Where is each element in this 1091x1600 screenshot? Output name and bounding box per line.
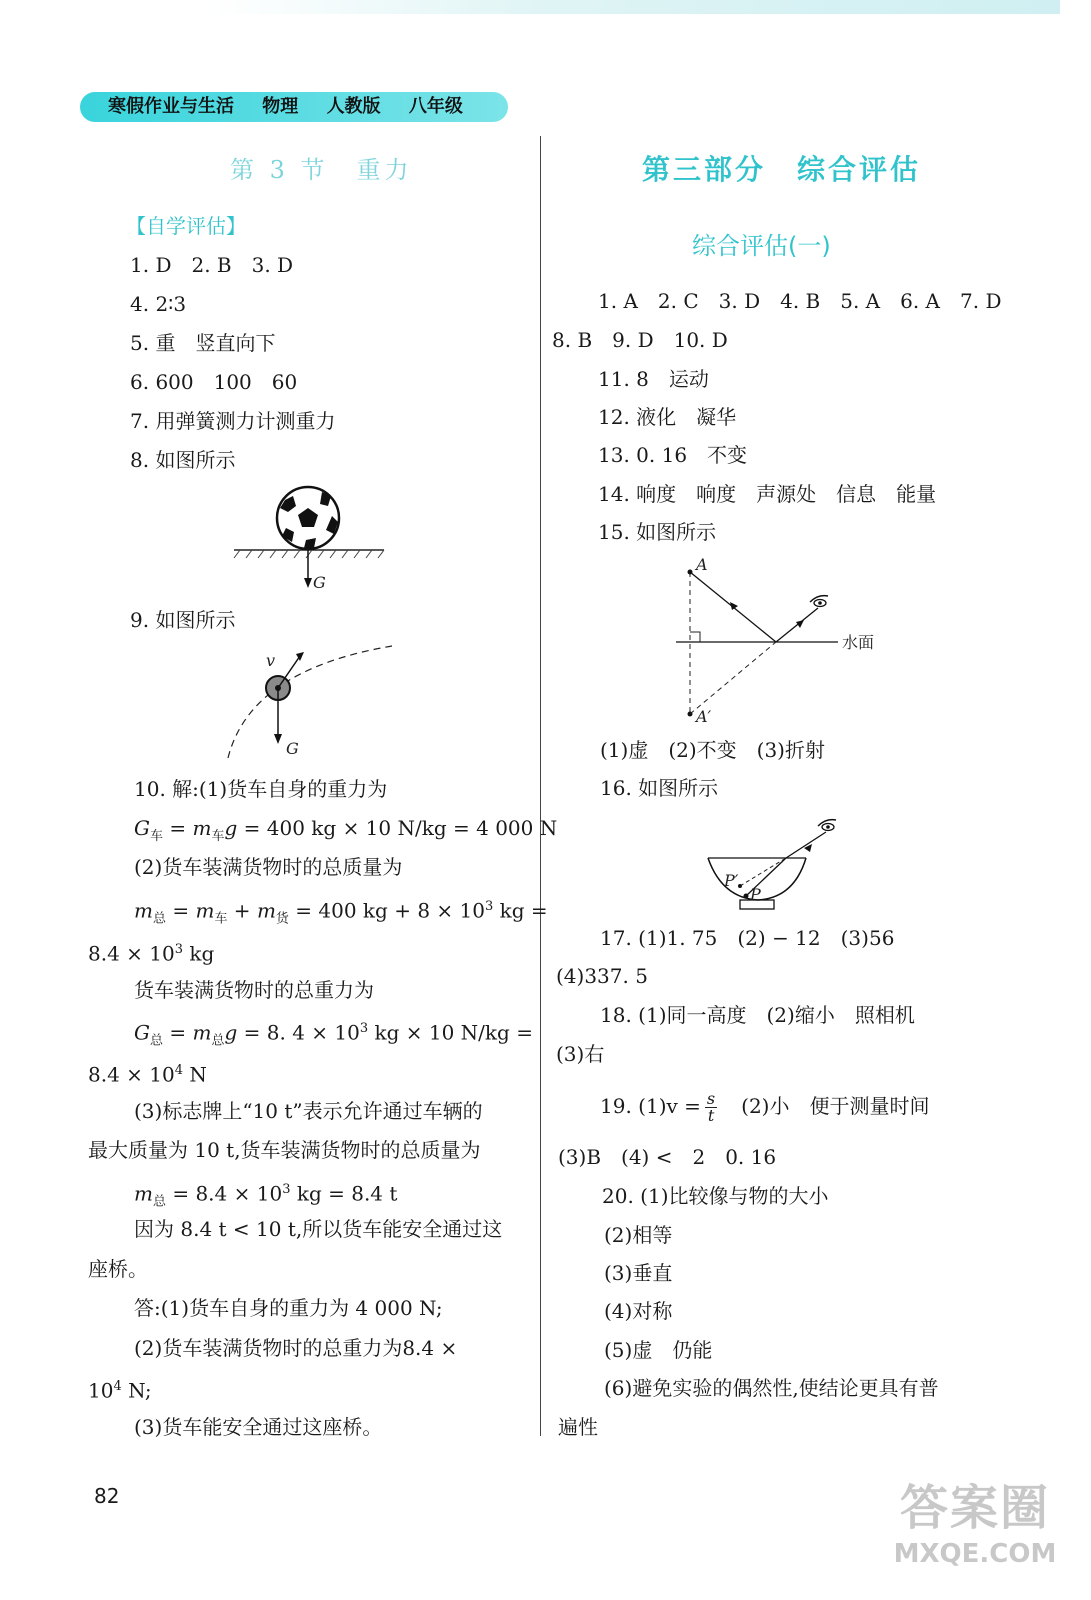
answer-statement: (2)货车装满货物时的总重力为8.4 × [134, 1336, 458, 1360]
answer-line: (3)B (4) < 2 0. 16 [558, 1145, 777, 1169]
answer-line: 18. (1)同一高度 (2)缩小 照相机 [600, 1003, 915, 1027]
figure-bowl-refraction [700, 812, 860, 918]
speed-fraction [705, 1091, 717, 1124]
part-title: 第三部分 综合评估 [642, 153, 922, 186]
edition: 人教版 [326, 96, 381, 117]
answer-line: (3)垂直 [604, 1261, 673, 1285]
answer-line: 13. 0. 16 不变 [598, 443, 748, 467]
answer-line: (1)虚 (2)不变 (3)折射 [600, 738, 825, 762]
figure-projectile-gravity [220, 640, 400, 765]
answer-line-q19 [600, 1086, 929, 1126]
answer-line: (3)右 [556, 1042, 605, 1066]
solution-line: 因为 8.4 t < 10 t,所以货车能安全通过这 [134, 1217, 503, 1241]
subject: 物理 [262, 96, 299, 117]
fraction-denominator: t [707, 1106, 715, 1125]
section-title: 第 3 节 重力 [230, 156, 413, 184]
grade: 八年级 [408, 96, 463, 117]
assessment-title: 综合评估(一) [692, 232, 831, 260]
point-a-label: A [696, 556, 708, 574]
watermark-logo [890, 1478, 1060, 1588]
answer-statement: $10^4$ N; [88, 1378, 152, 1403]
top-decoration-bar [210, 0, 1060, 14]
column-divider [540, 136, 541, 1436]
gravity-label-g: G [286, 739, 299, 758]
answer-line: 1. D 2. B 3. D [130, 253, 294, 277]
solution-line: 10. 解:(1)货车自身的重力为 [134, 777, 388, 801]
object-point-p-label: P [750, 885, 761, 904]
answer-line: 15. 如图所示 [598, 520, 717, 544]
header-banner [80, 92, 508, 122]
water-surface-label: 水面 [842, 633, 875, 652]
answer-line: 12. 液化 凝华 [598, 405, 737, 429]
figure-soccer-ball-gravity [230, 482, 390, 594]
solution-line: 最大质量为 10 t,货车装满货物时的总质量为 [88, 1138, 481, 1162]
solution-formula: $m_总 = 8.4 \times 10^3$ kg = 8.4 t [134, 1181, 398, 1210]
answer-line: 17. (1)1. 75 (2) − 12 (3)56 [600, 926, 895, 950]
answer-line: (4)对称 [604, 1299, 673, 1323]
answer-line: 8. B 9. D 10. D [552, 328, 728, 352]
solution-formula: $8.4 \times 10^4$ N [88, 1062, 207, 1087]
figure-water-reflection [668, 556, 898, 728]
watermark-top: 答案圈 [899, 1480, 1050, 1536]
gravity-label-g: G [313, 573, 326, 592]
answer-line: 4. 2∶3 [130, 292, 187, 316]
solution-line: (2)货车装满货物时的总质量为 [134, 855, 403, 879]
solution-line: 货车装满货物时的总重力为 [134, 978, 374, 1002]
self-study-tag: 【自学评估】 [126, 214, 246, 238]
solution-line: 座桥。 [88, 1257, 148, 1281]
page-number: 82 [94, 1484, 120, 1508]
answer-line: (4)337. 5 [556, 964, 648, 988]
velocity-label-v: v [266, 651, 276, 670]
solution-formula: $m_总 = m_车 + m_货 = 400$ kg + $8 \times 10^3$ kg = [134, 898, 548, 927]
answer-line: (6)避免实验的偶然性,使结论更具有普 [604, 1376, 939, 1400]
point-a-prime-label: A′ [696, 707, 712, 726]
answer-line: 14. 响度 响度 声源处 信息 能量 [598, 482, 937, 506]
answer-line: 1. A 2. C 3. D 4. B 5. A 6. A 7. D [598, 289, 1002, 313]
answer-line: 8. 如图所示 [130, 448, 236, 472]
answer-statement: (3)货车能安全通过这座桥。 [134, 1415, 383, 1439]
watermark-bottom: MXQE.COM [893, 1539, 1057, 1569]
answer-line: (2)相等 [604, 1223, 673, 1247]
q19-suffix: (2)小 便于测量时间 [741, 1094, 930, 1118]
solution-line: (3)标志牌上“10 t”表示允许通过车辆的 [134, 1099, 483, 1123]
book-title: 寒假作业与生活 [108, 96, 234, 117]
solution-formula: $8.4 \times 10^3$ kg [88, 941, 215, 966]
answer-line: 遍性 [558, 1415, 598, 1439]
answer-line: 16. 如图所示 [600, 776, 719, 800]
image-point-p-prime-label: P′ [724, 871, 739, 890]
solution-formula: $G_总 = m_总g = 8$. $4 \times 10^3$ kg × 10 N/kg = [134, 1020, 533, 1049]
answer-line: 20. (1)比较像与物的大小 [602, 1184, 829, 1208]
answer-line: 9. 如图所示 [130, 608, 236, 632]
answer-line: 7. 用弹簧测力计测重力 [130, 409, 336, 433]
fraction-numerator: s [706, 1089, 716, 1108]
answer-line: (5)虚 仍能 [604, 1338, 713, 1362]
answer-line: 6. 600 100 60 [130, 370, 298, 394]
q19-prefix: 19. (1)v = [600, 1094, 701, 1118]
answer-line: 11. 8 运动 [598, 367, 709, 391]
answer-statement: 答:(1)货车自身的重力为 4 000 N; [134, 1296, 443, 1320]
solution-formula: $G_车 = m_车g = 400$ kg × 10 N/kg = 4 000 N [134, 816, 558, 844]
answer-line: 5. 重 竖直向下 [130, 331, 276, 355]
